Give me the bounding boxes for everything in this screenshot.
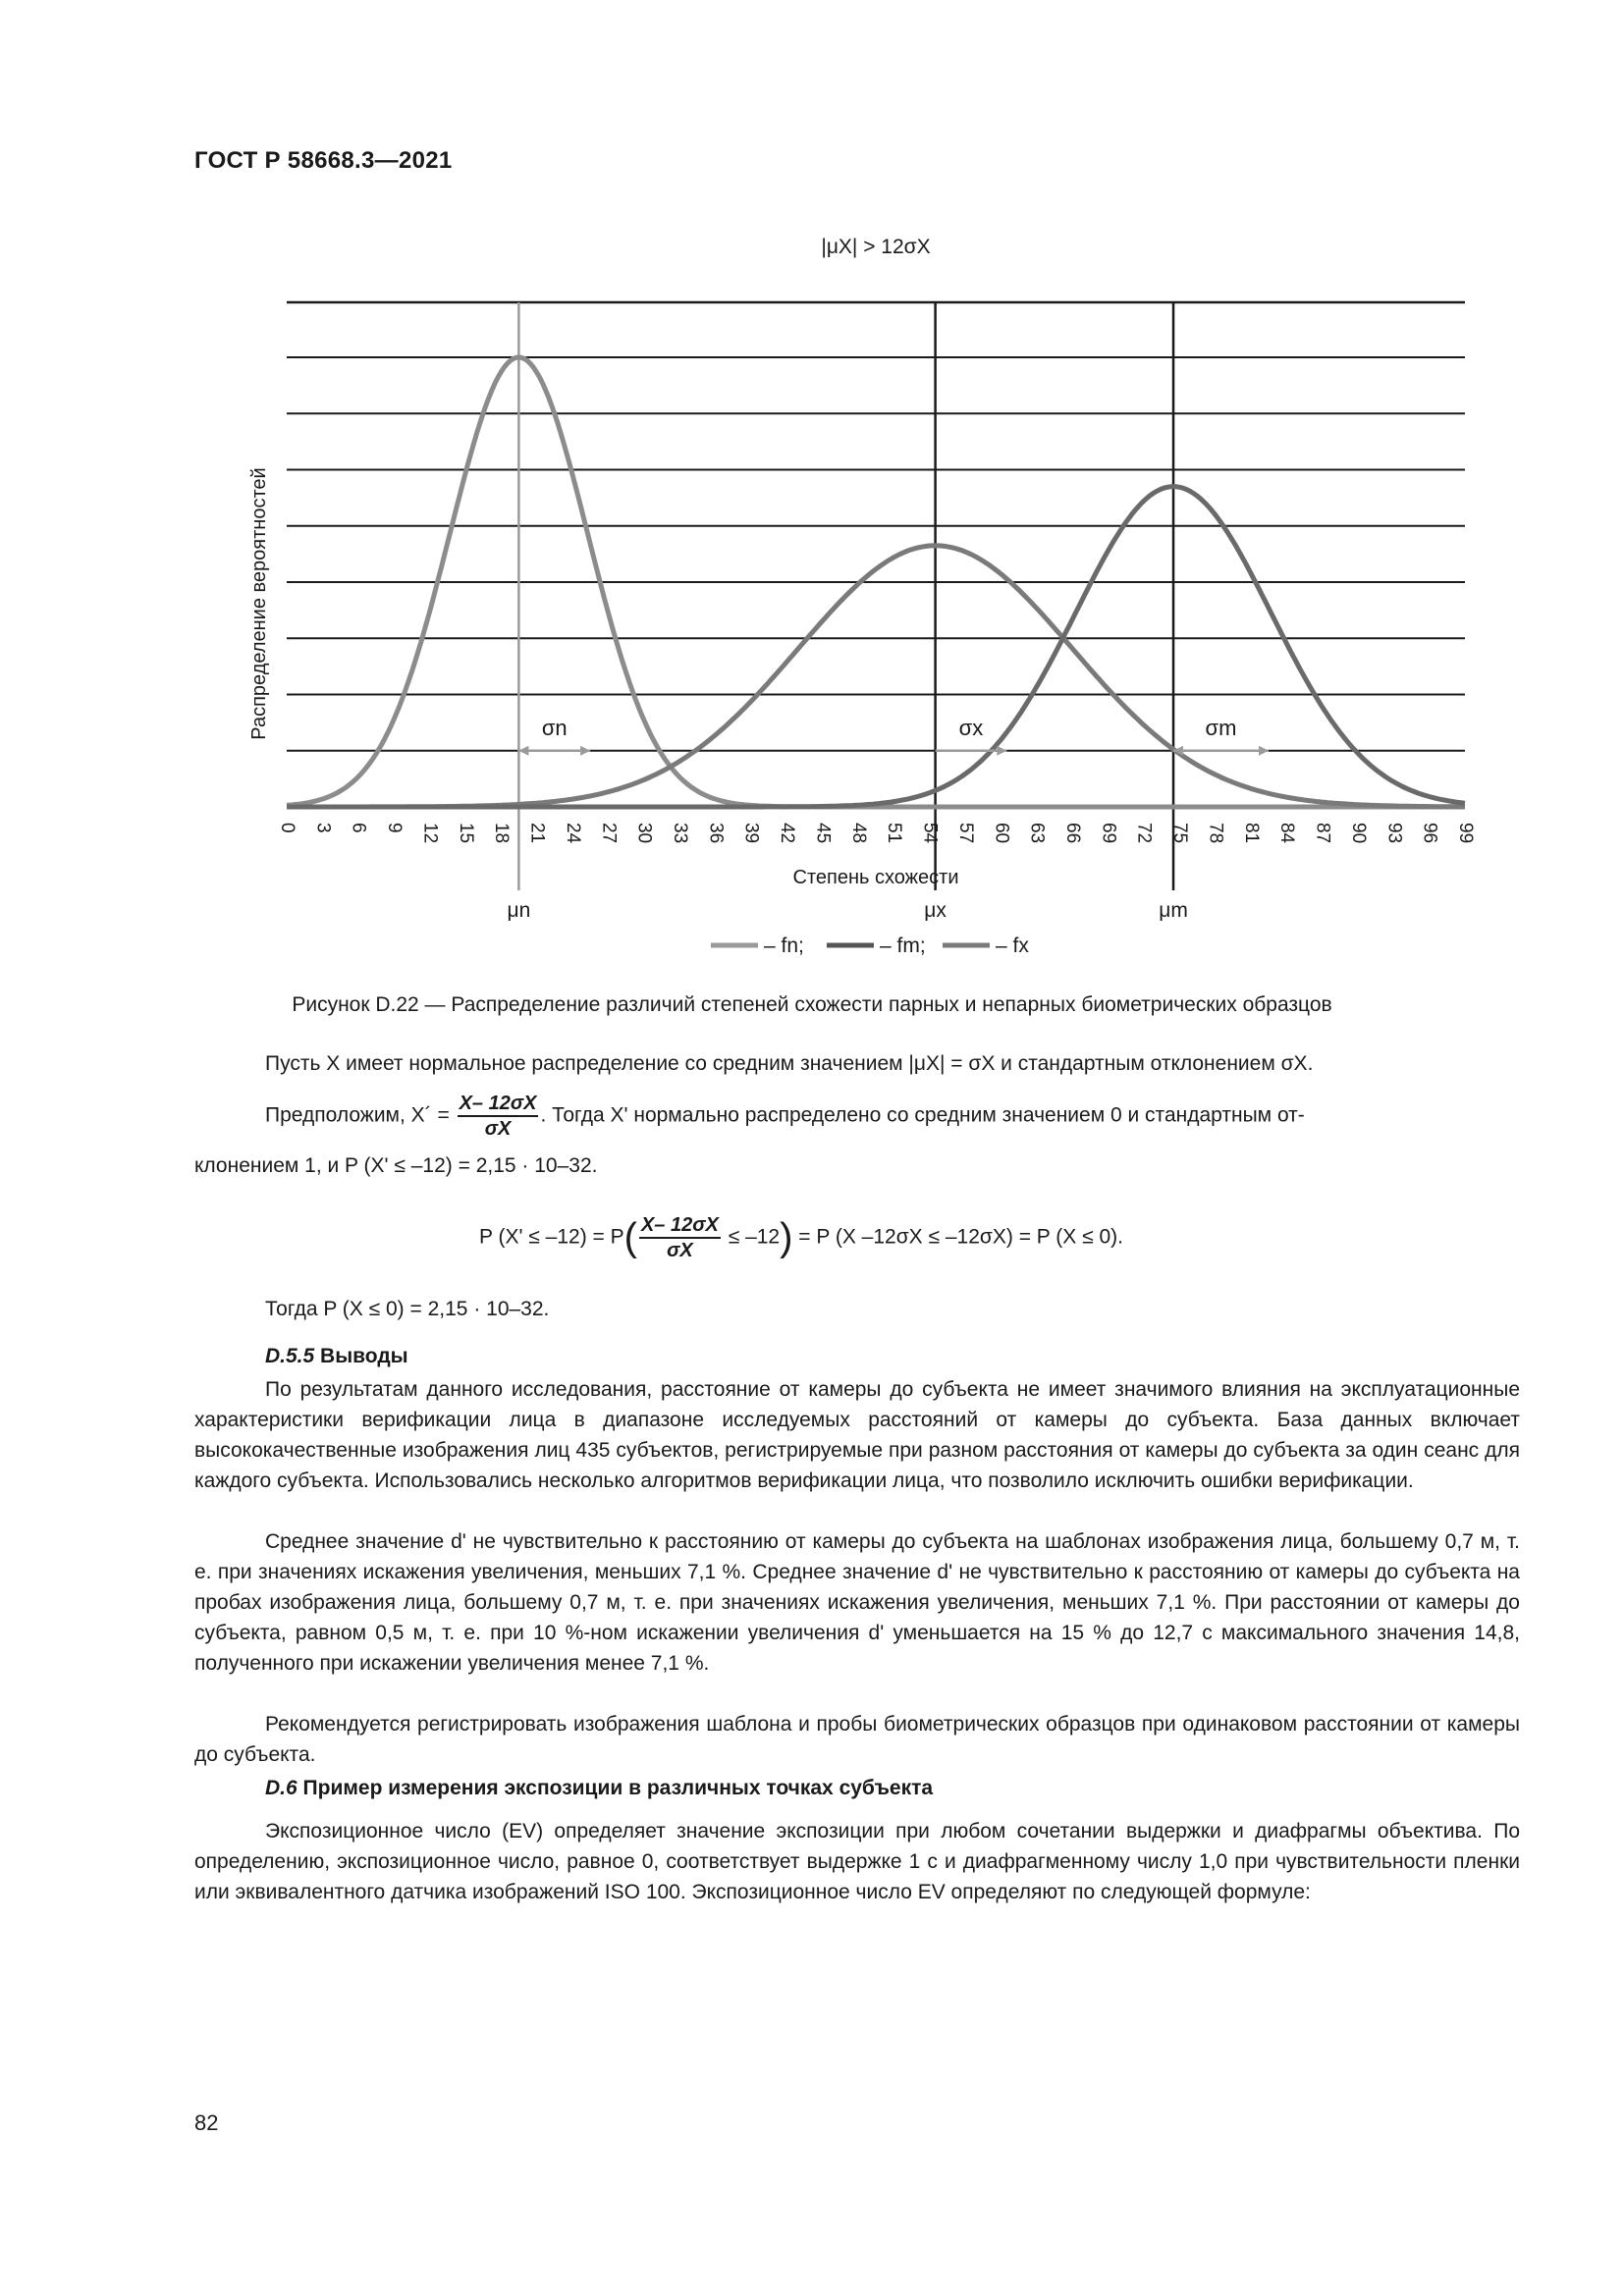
- mean-marker-label: μx: [924, 899, 947, 922]
- section-heading-d55: [265, 1345, 408, 1368]
- equation-left: P (X' ≤ –12) = P: [479, 1225, 624, 1249]
- equation-mid: ≤ –12: [728, 1225, 781, 1249]
- p2-start: Предположим, X´ =: [265, 1103, 456, 1127]
- x-tick-label: 93: [1383, 823, 1405, 844]
- x-tick-label: 24: [562, 823, 583, 844]
- x-tick-label: 30: [633, 823, 655, 844]
- x-tick-label: 48: [847, 823, 869, 844]
- x-tick-label: 45: [812, 823, 834, 844]
- x-tick-label: 87: [1312, 823, 1333, 844]
- x-tick-label: 96: [1419, 823, 1440, 844]
- paragraph-2-continuation: клонением 1, и P (X' ≤ –12) = 2,15 · 10–32.: [194, 1154, 598, 1177]
- legend-label: – fx: [996, 934, 1029, 957]
- x-tick-label: 90: [1347, 823, 1369, 844]
- sigma-label: σn: [541, 715, 568, 740]
- x-tick-label: 39: [740, 823, 762, 844]
- x-tick-label: 57: [954, 823, 976, 844]
- x-tick-label: 63: [1026, 823, 1048, 844]
- x-tick-label: 51: [884, 823, 905, 844]
- paragraph-4: По результатам данного исследования, расстояние от камеры до субъекта не имеет значимого влияния на эксплуатационные характеристики верификации лица в диапазоне исследуемых расстояний от камеры до субъекта. База данных включает высококачественные изображения лиц 435 субъектов, регистрируемые при разном расстояния от камеры до субъекта за один сеанс для каждого субъекта. Использовались несколько алгоритмов верификации лица, что позволило исключить ошибки верификации.: [194, 1378, 1520, 1492]
- paragraph-2: [265, 1092, 1305, 1141]
- x-tick-label: 69: [1098, 823, 1119, 844]
- page-number: 82: [194, 2110, 219, 2135]
- sigma-label: σm: [1205, 715, 1237, 740]
- sigma-arrow-head: [580, 746, 590, 756]
- fraction-x-prime: [458, 1092, 539, 1141]
- x-tick-label: 54: [919, 823, 941, 844]
- equation-numerator: X– 12σX: [639, 1213, 721, 1239]
- legend-label: – fm;: [880, 934, 926, 957]
- x-tick-label: 42: [777, 823, 798, 844]
- mean-marker-label: μm: [1159, 899, 1188, 922]
- sigma-arrow-head: [518, 746, 528, 756]
- series-curve-fm: [287, 487, 1465, 807]
- x-tick-label: 18: [491, 823, 513, 844]
- section-title: Пример измерения экспозиции в различных точках субъекта: [297, 1777, 934, 1799]
- paragraph-7: Экспозиционное число (EV) определяет значение экспозиции при любом сочетании выдержки и диафрагмы объектива. По определению, экспозиционное число, равное 0, соответствует выдержке 1 с и диафрагменному числу 1,0 при чувствительности пленки или эквивалентного датчика изображений ISO 100. Экспозиционное число EV определяют по следующей формуле:: [194, 1820, 1520, 1903]
- x-tick-label: 0: [276, 823, 298, 833]
- x-tick-label: 9: [384, 823, 406, 833]
- x-tick-label: 3: [312, 823, 334, 833]
- equation-right: = P (X –12σX ≤ –12σX) = P (X ≤ 0).: [798, 1225, 1123, 1249]
- equation-denominator: σX: [667, 1240, 693, 1261]
- legend-label: – fn;: [764, 934, 804, 957]
- open-paren: (: [623, 1215, 637, 1259]
- sigma-label: σx: [958, 715, 984, 740]
- x-tick-label: 81: [1240, 823, 1262, 844]
- paragraph-1: Пусть X имеет нормальное распределение со средним значением |μX| = σX и стандартным отклонением σX.: [265, 1052, 1314, 1075]
- x-tick-label: 15: [455, 823, 476, 844]
- x-tick-label: 27: [598, 823, 620, 844]
- equation: [479, 1213, 1123, 1262]
- x-axis-label: Степень схожести: [792, 867, 959, 888]
- paragraph-6: Рекомендуется регистрировать изображения шаблона и пробы биометрических образцов при одинаковом расстоянии от камеры до субъекта.: [194, 1713, 1520, 1766]
- x-tick-label: 60: [991, 823, 1012, 844]
- section-number: D.5.5: [265, 1345, 315, 1367]
- section-title: Выводы: [314, 1345, 408, 1367]
- fraction-numerator: X– 12σX: [458, 1092, 539, 1117]
- x-tick-label: 6: [348, 823, 369, 833]
- x-tick-label: 21: [526, 823, 548, 844]
- paragraph-3: Тогда P (X ≤ 0) = 2,15 · 10–32.: [265, 1298, 550, 1320]
- series-curve-fx: [287, 546, 1465, 807]
- distribution-chart: [0, 0, 1624, 982]
- paragraph-5: Среднее значение d' не чувствительно к расстоянию от камеры до субъекта на шаблонах изображения лица, большему 0,7 м, т. е. при значениях искажения увеличения, меньших 7,1 %. Среднее значение d' не чувствительно к расстоянию от камеры до субъекта на пробах изображения лица, большему 0,7 м, т. е. при значениях искажения увеличения, меньших 7,1 %. При расстоянии от камеры до субъекта, равном 0,5 м, т. е. при 10 %-ном искажении увеличения d' уменьшается на 15 % до 12,7 с максимального значения 14,8, полученного при искажении увеличения менее 7,1 %.: [194, 1530, 1520, 1675]
- x-tick-label: 75: [1169, 823, 1191, 844]
- x-tick-label: 99: [1454, 823, 1476, 844]
- section-heading-d6: [265, 1777, 933, 1800]
- document-header: ГОСТ Р 58668.3—2021: [194, 147, 453, 174]
- close-paren: ): [780, 1215, 793, 1259]
- x-tick-label: 33: [669, 823, 690, 844]
- y-axis-label: Распределение вероятностей: [248, 467, 270, 740]
- equation-fraction: [639, 1213, 721, 1262]
- x-tick-label: 12: [419, 823, 441, 844]
- x-tick-label: 78: [1205, 823, 1226, 844]
- fraction-denominator: σX: [484, 1118, 512, 1140]
- chart-title: |μX| > 12σX: [821, 236, 931, 258]
- sigma-arrow-head: [997, 746, 1006, 756]
- x-tick-label: 36: [705, 823, 727, 844]
- section-number: D.6: [265, 1777, 298, 1799]
- x-tick-label: 84: [1276, 823, 1298, 844]
- sigma-arrow-head: [1259, 746, 1269, 756]
- mean-marker-label: μn: [507, 899, 531, 922]
- x-tick-label: 72: [1133, 823, 1155, 844]
- p2-end: . Тогда X' нормально распределено со средним значением 0 и стандартным от-: [540, 1103, 1305, 1127]
- x-tick-label: 66: [1061, 823, 1083, 844]
- figure-caption: Рисунок D.22 — Распределение различий степеней схожести парных и непарных биометрических образцов: [292, 993, 1332, 1016]
